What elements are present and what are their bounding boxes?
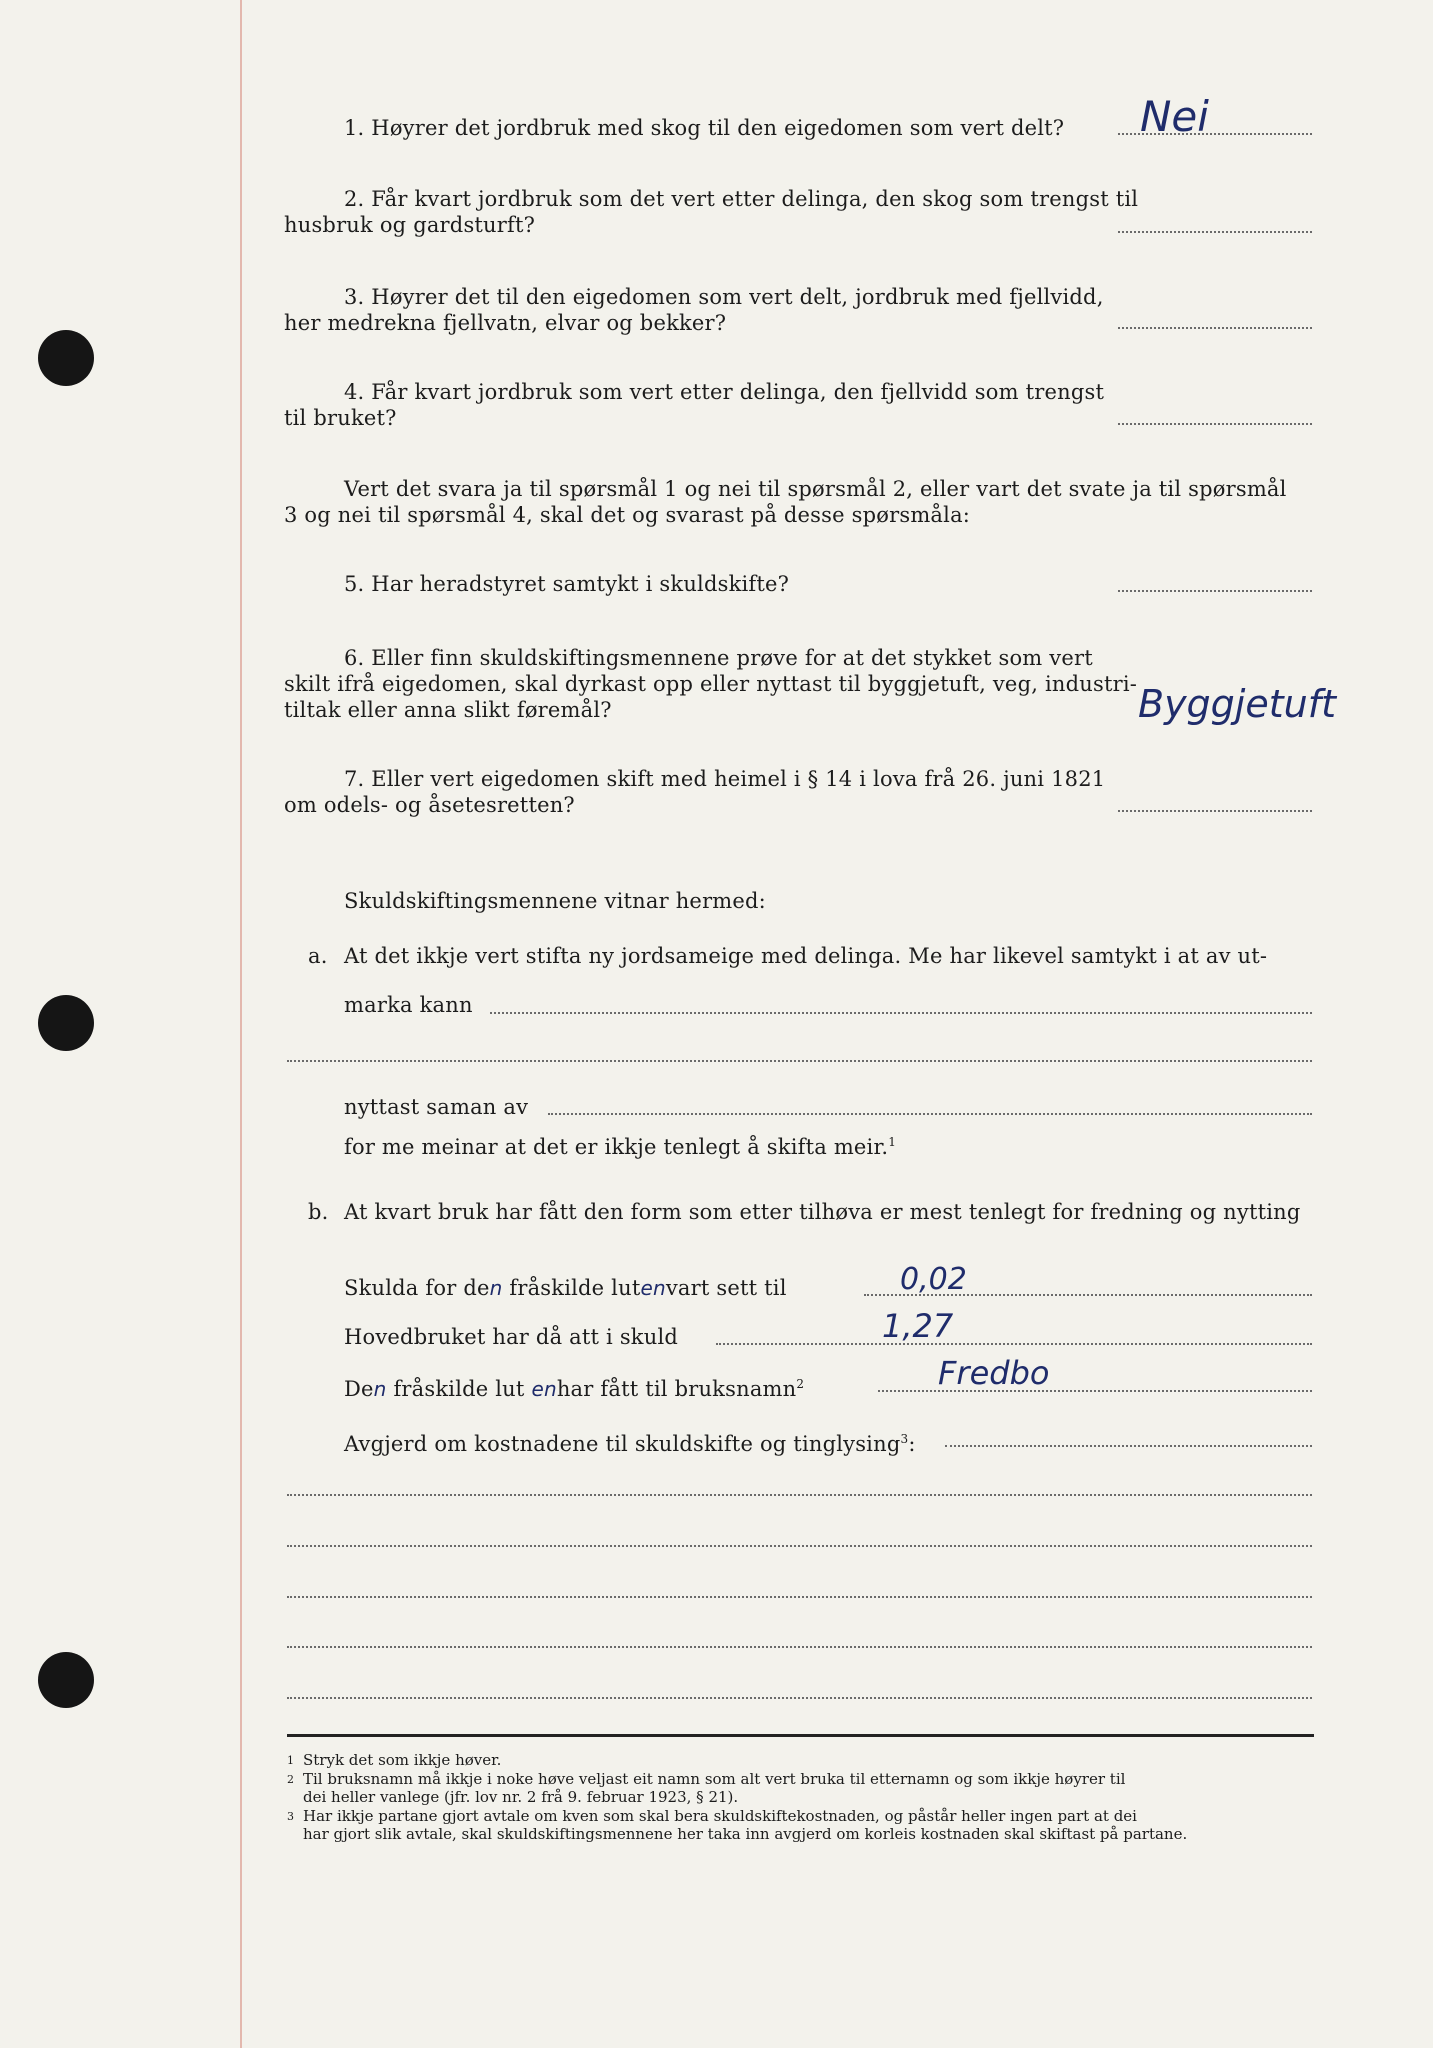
question-3-answer-line — [1118, 327, 1312, 329]
shared-use-field-line — [548, 1113, 1312, 1115]
avgjerd-line-4 — [287, 1596, 1312, 1598]
avgjerd-line-2 — [287, 1494, 1312, 1496]
question-7-answer-line — [1118, 810, 1312, 812]
question-6-line-2: skilt ifrå eigedomen, skal dyrkast opp eller nyttast til byggjetuft, veg, industri- — [284, 672, 1138, 696]
skulda-strike-mark-1: n — [489, 1276, 503, 1300]
item-a-line-3: nyttast saman av — [344, 1095, 529, 1119]
avgjerd-line-5 — [287, 1646, 1312, 1648]
avgjerd-label: Avgjerd om kostnadene til skuldskifte og tinglysing$^3$: — [344, 1432, 916, 1456]
item-a-line-4: for me meinar at det er ikkje tenlegt å skifta meir.$^1$ — [344, 1135, 897, 1159]
item-a-label: a. — [308, 944, 328, 968]
witness-heading: Skuldskiftingsmennene vitnar hermed: — [344, 889, 766, 913]
bruksnamn-strike-mark-1: n — [373, 1377, 387, 1401]
question-5-answer-line — [1118, 590, 1312, 592]
avgjerd-field-line — [945, 1445, 1312, 1447]
question-2-line-1: 2. Får kvart jordbruk som det vert etter delinga, den skog som trengst til — [344, 187, 1139, 211]
question-6-line-3: tiltak eller anna slikt føremål? — [284, 698, 612, 722]
instruction-line-2: 3 og nei til spørsmål 4, skal det og svarast på desse spørsmåla: — [284, 503, 971, 527]
question-5-text: 5. Har heradstyret samtykt i skuldskifte? — [344, 572, 790, 596]
footnote-2-cont: dei heller vanlege (jfr. lov nr. 2 frå 9. februar 1923, § 21). — [303, 1788, 739, 1806]
item-b-label: b. — [308, 1200, 329, 1224]
punch-hole-middle — [38, 995, 94, 1051]
avgjerd-line-3 — [287, 1545, 1312, 1547]
bruksnamn-strike-mark-2: en — [531, 1377, 557, 1401]
question-3-line-2: her medrekna fjellvatn, elvar og bekker? — [284, 311, 727, 335]
question-2-answer-line — [1118, 231, 1312, 233]
question-7-line-2: om odels- og åsetesretten? — [284, 793, 575, 817]
item-a-line-2: marka kann — [344, 993, 473, 1017]
skulda-label: Skulda for den fråskilde lutenvart sett til — [344, 1276, 787, 1300]
question-1-answer: Nei — [1140, 92, 1209, 141]
question-7-line-1: 7. Eller vert eigedomen skift med heimel i § 14 i lova frå 26. juni 1821 — [344, 767, 1106, 791]
question-1-text: 1. Høyrer det jordbruk med skog til den eigedomen som vert delt? — [344, 116, 1065, 140]
question-4-line-2: til bruket? — [284, 406, 397, 430]
bruksnamn-value: Fredbo — [938, 1354, 1050, 1392]
hovedbruk-value: 1,27 — [882, 1307, 954, 1345]
question-3-line-1: 3. Høyrer det til den eigedomen som vert delt, jordbruk med fjellvidd, — [344, 285, 1104, 309]
item-b-line-1: At kvart bruk har fått den form som etter tilhøva er mest tenlegt for fredning og nytting — [344, 1200, 1301, 1224]
margin-line — [240, 0, 242, 2048]
question-4-answer-line — [1118, 423, 1312, 425]
skulda-strike-mark-2: en — [640, 1276, 666, 1300]
utmark-extra-line — [287, 1060, 1312, 1062]
question-1-answer-line — [1118, 133, 1312, 135]
hovedbruk-field-line — [716, 1343, 1312, 1345]
question-6-line-1: 6. Eller finn skuldskiftingsmennene prøve for at det stykket som vert — [344, 646, 1093, 670]
avgjerd-line-6 — [287, 1697, 1312, 1699]
skulda-value: 0,02 — [900, 1262, 967, 1297]
instruction-line-1: Vert det svara ja til spørsmål 1 og nei til spørsmål 2, eller vart det svate ja til spørsmål — [344, 477, 1287, 501]
footnote-3-cont: har gjort slik avtale, skal skuldskiftingsmennene her taka inn avgjerd om korleis kostnaden skal skiftast på partane. — [303, 1825, 1188, 1843]
footnote-separator — [287, 1734, 1314, 1737]
utmark-field-line — [490, 1012, 1312, 1014]
footnote-2: 2 Til bruksnamn må ikkje i noke høve veljast eit namn som alt vert bruka til etternamn og som ikkje høyrer til — [287, 1770, 1126, 1788]
footnote-1: 1 Stryk det som ikkje høver. — [287, 1751, 502, 1769]
bruksnamn-label: Den fråskilde lut enhar fått til bruksnamn$^2$ — [344, 1377, 805, 1401]
footnote-3: 3 Har ikkje partane gjort avtale om kven som skal bera skuldskiftekostnaden, og påstår heller ingen part at dei — [287, 1807, 1137, 1825]
punch-hole-bottom — [38, 1652, 94, 1708]
question-2-line-2: husbruk og gardsturft? — [284, 213, 536, 237]
item-a-line-1: At det ikkje vert stifta ny jordsameige med delinga. Me har likevel samtykt i at av ut- — [344, 944, 1268, 968]
question-4-line-1: 4. Får kvart jordbruk som vert etter delinga, den fjellvidd som trengst — [344, 380, 1105, 404]
question-6-answer: Byggjetuft — [1138, 682, 1336, 726]
punch-hole-top — [38, 330, 94, 386]
hovedbruk-label: Hovedbruket har då att i skuld — [344, 1325, 679, 1349]
